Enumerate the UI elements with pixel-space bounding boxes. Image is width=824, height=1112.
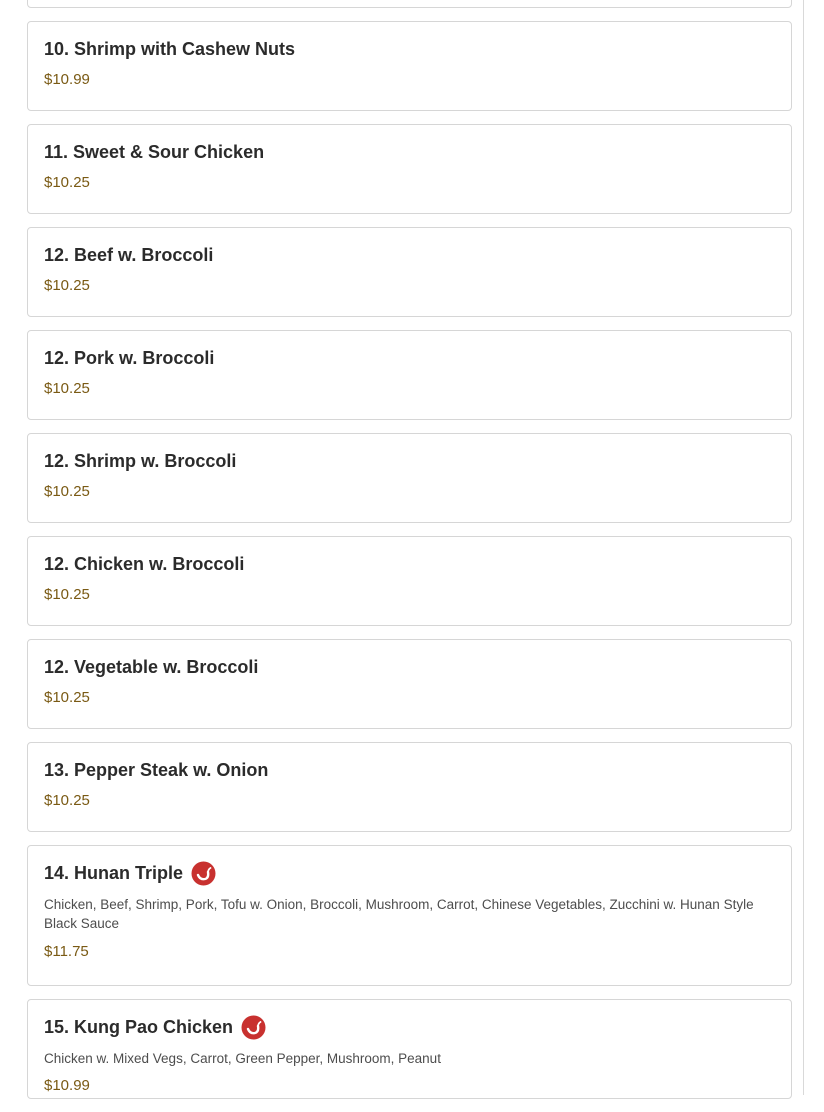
menu-item-price: $10.99 — [44, 1077, 90, 1094]
menu-item-card[interactable] — [27, 433, 792, 523]
menu-item-price: $10.25 — [44, 174, 90, 191]
menu-item-title: 12. Pork w. Broccoli — [44, 347, 215, 368]
menu-item-title: 14. Hunan Triple — [44, 862, 184, 883]
menu-item-price: $10.25 — [44, 689, 90, 706]
menu-item-price: $10.99 — [44, 71, 90, 88]
menu-item-title: 12. Vegetable w. Broccoli — [44, 656, 259, 677]
menu-item-title: 12. Chicken w. Broccoli — [44, 553, 245, 574]
menu-item-card[interactable] — [27, 227, 792, 317]
menu-item-description: Chicken w. Mixed Vegs, Carrot, Green Pepper, Mushroom, Peanut — [44, 1051, 441, 1066]
menu-item-list — [27, 0, 792, 1112]
menu-item-title: 15. Kung Pao Chicken — [44, 1016, 234, 1037]
menu-item-price: $10.25 — [44, 792, 90, 809]
menu-item-card[interactable] — [27, 330, 792, 420]
chili-pepper-icon — [241, 1015, 266, 1040]
menu-item-price: $11.75 — [44, 943, 89, 960]
menu-item-card[interactable] — [27, 536, 792, 626]
menu-item-description: Chicken, Beef, Shrimp, Pork, Tofu w. Onion, Broccoli, Mushroom, Carrot, Chinese Vegetables, Zucchini w. Hunan Style Black Sauce — [44, 897, 754, 931]
menu-item-price: $10.25 — [44, 483, 90, 500]
menu-item-card[interactable] — [27, 742, 792, 832]
menu-item-title: 12. Shrimp w. Broccoli — [44, 450, 237, 471]
menu-item-title: 13. Pepper Steak w. Onion — [44, 759, 269, 780]
scrollbar-track[interactable] — [803, 0, 804, 1095]
menu-item-card[interactable] — [27, 639, 792, 729]
menu-item-card[interactable] — [27, 0, 792, 8]
menu-item-title: 12. Beef w. Broccoli — [44, 244, 214, 265]
menu-item-title: 10. Shrimp with Cashew Nuts — [44, 38, 296, 59]
chili-pepper-icon — [191, 861, 216, 886]
menu-item-card[interactable] — [27, 999, 792, 1099]
menu-item-price: $10.25 — [44, 586, 90, 603]
menu-item-card[interactable] — [27, 21, 792, 111]
menu-item-card[interactable] — [27, 124, 792, 214]
menu-item-price: $10.25 — [44, 277, 90, 294]
menu-item-title: 11. Sweet & Sour Chicken — [44, 141, 265, 162]
menu-item-price: $10.25 — [44, 380, 90, 397]
menu-item-card[interactable] — [27, 845, 792, 986]
